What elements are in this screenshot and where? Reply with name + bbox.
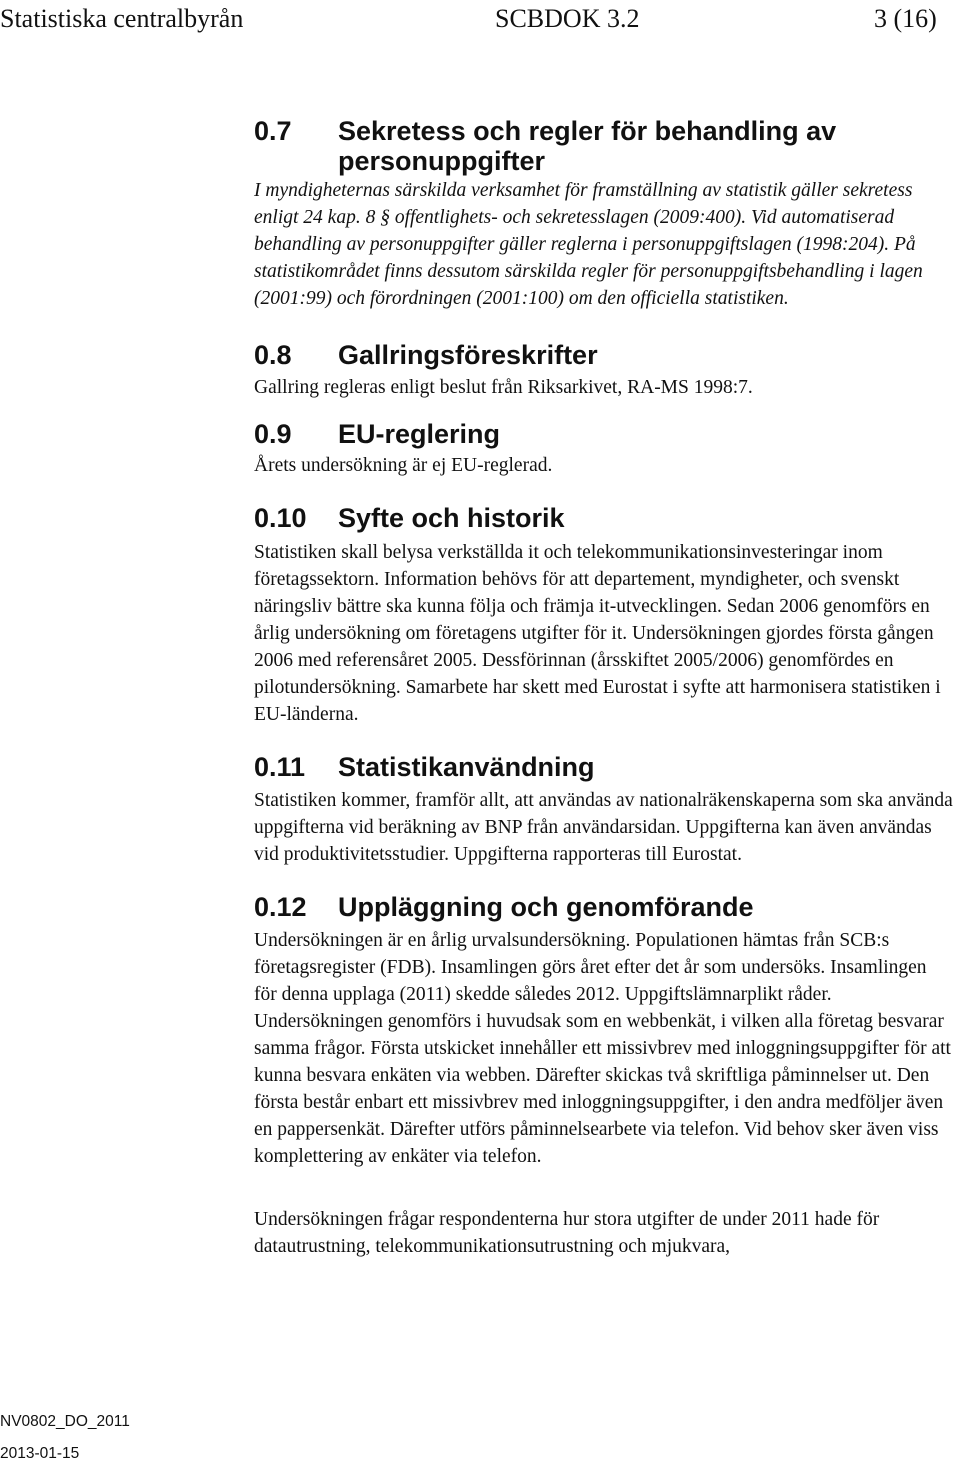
footer-doc-id: NV0802_DO_2011 <box>0 1413 130 1430</box>
section-heading <box>254 419 954 449</box>
section-heading <box>254 752 954 782</box>
section-0-8 <box>254 340 954 401</box>
section-heading <box>254 892 954 922</box>
section-paragraph: Statistiken skall belysa verkställda it och telekommunikationsinvesteringar inom företagssektorn. Information behövs för att departement, myndigheter, och svenskt näringsliv bättre ska kunna följa och främja it-utvecklingen. Sedan 2006 genomförs en årlig undersökning om företagens utgifter för it. Undersökningen gjordes första gången 2006 med referensåret 2005. Dessförinnan (årsskiftet 2005/2006) genomfördes en pilotundersökning. Samarbete har skett med Eurostat i syfte att harmonisera statistiken i EU-länderna. <box>254 542 941 725</box>
header-page-number: 3 (16) <box>874 4 937 33</box>
document-body <box>254 116 954 1260</box>
section-title: Gallringsföreskrifter <box>338 340 598 370</box>
section-0-12 <box>254 892 954 1260</box>
section-number: 0.12 <box>254 892 307 922</box>
header-doc-id: SCBDOK 3.2 <box>495 4 640 33</box>
section-paragraph: Statistiken kommer, framför allt, att användas av nationalräkenskaperna som ska använda uppgifterna vid beräkning av BNP från användarsidan. Uppgifterna kan även användas vid produktivitetsstudier. Uppgifterna rapporteras till Eurostat. <box>254 790 953 865</box>
section-number: 0.11 <box>254 752 306 782</box>
section-title: Syfte och historik <box>338 503 565 533</box>
section-heading <box>254 503 954 533</box>
section-paragraph: I myndigheternas särskilda verksamhet för framställning av statistik gäller sekretess enligt 24 kap. 8 § offentlighets- och sekretesslagen (2009:400). Vid automatiserad behandling av personuppgifter gäller reglerna i personuppgiftslagen (1998:204). På statistikområdet finns dessutom särskilda regler för personuppgiftsbehandling i lagen (2001:99) och förordningen (2001:100) om den officiella statistiken. <box>254 180 923 309</box>
section-paragraph: Undersökningen frågar respondenterna hur stora utgifter de under 2011 hade för datautrustning, telekommunikationsutrustning och mjukvara, <box>254 1209 880 1257</box>
header-org: Statistiska centralbyrån <box>0 4 244 33</box>
section-heading <box>254 116 954 176</box>
section-title: Statistikanvändning <box>338 752 595 782</box>
section-number: 0.7 <box>254 116 292 146</box>
section-paragraph: Undersökningen är en årlig urvalsundersökning. Populationen hämtas från SCB:s företagsregister (FDB). Insamlingen görs året efter det år som undersöks. Insamlingen för denna upplaga (2011) skedde således 2012. Uppgiftslämnarplikt råder. Undersökningen genomförs i huvudsak som en webbenkät, i vilken alla företag besvarar samma frågor. Första utskicket innehåller ett missivbrev med inloggningsuppgifter för att kunna besvara enkäten via webben. Därefter skickas två skriftliga påminnelser ut. Den första består enbart ett missivbrev med inloggningsuppgifter, i den andra medföljer även en pappersenkät. Därefter utförs påminnelsearbete via telefon. Vid behov sker även viss komplettering av enkäter via telefon. <box>254 930 951 1167</box>
section-heading <box>254 340 954 370</box>
section-number: 0.8 <box>254 340 292 370</box>
section-0-9 <box>254 419 954 479</box>
section-title: Uppläggning och genomförande <box>338 892 754 922</box>
section-number: 0.10 <box>254 503 307 533</box>
section-title: EU-reglering <box>338 419 501 449</box>
footer-date: 2013-01-15 <box>0 1445 80 1462</box>
section-paragraph: Årets undersökning är ej EU-reglerad. <box>254 455 553 476</box>
section-number: 0.9 <box>254 419 292 449</box>
section-0-10 <box>254 503 954 728</box>
section-paragraph: Gallring regleras enligt beslut från Riksarkivet, RA-MS 1998:7. <box>254 377 753 398</box>
section-title: Sekretess och regler för behandling av personuppgifter <box>338 116 837 176</box>
section-0-11 <box>254 752 954 868</box>
section-0-7 <box>254 116 954 312</box>
